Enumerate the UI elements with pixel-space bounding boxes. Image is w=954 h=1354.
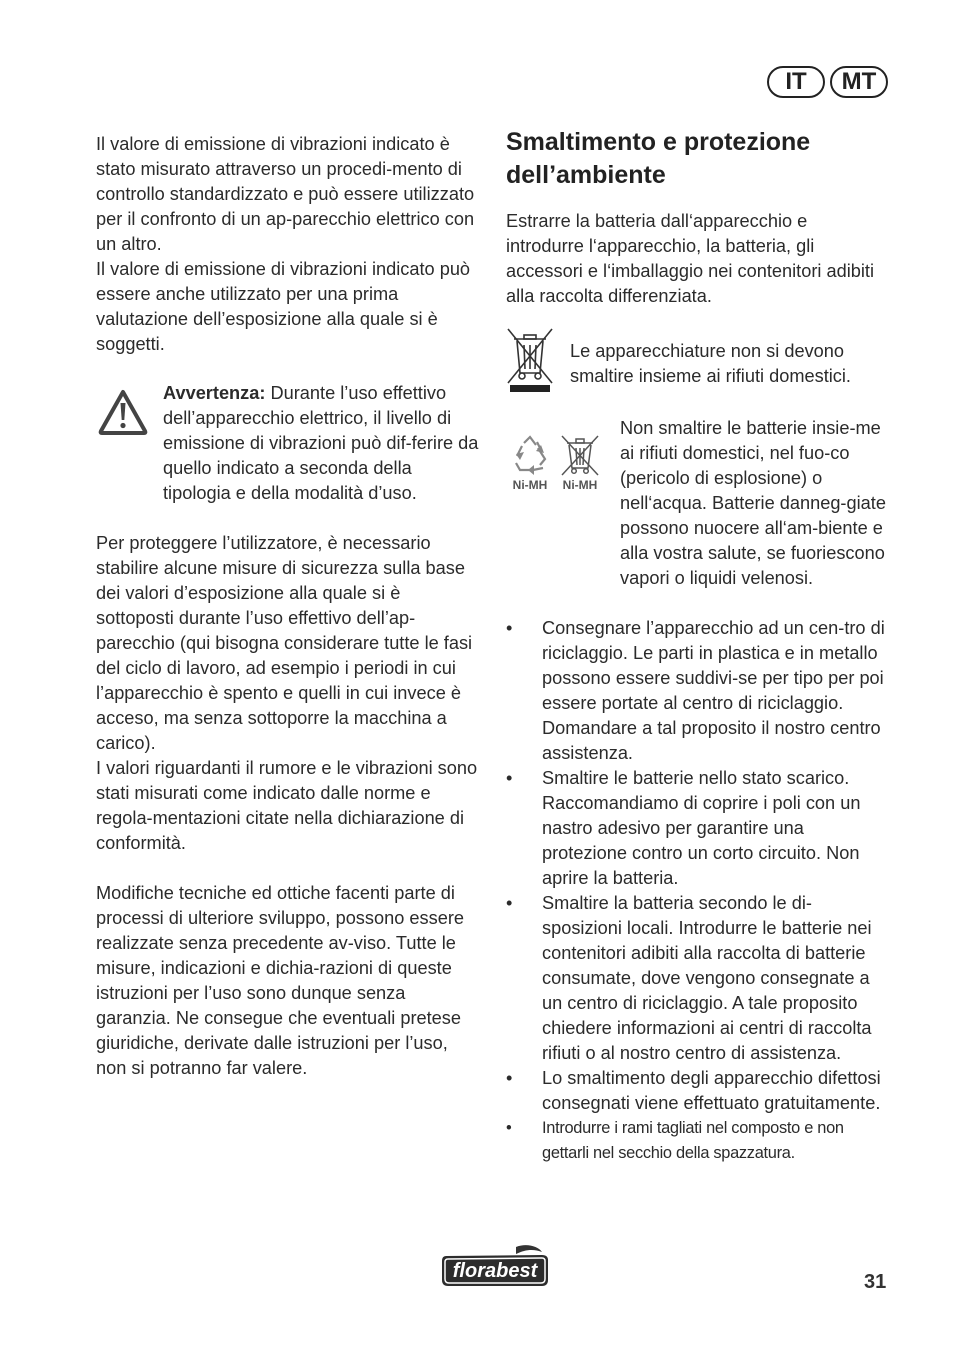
- bullet: •: [506, 618, 513, 638]
- nimh-label-1: Ni-MH: [512, 478, 548, 492]
- battery-symbols: [506, 416, 606, 591]
- list-item: [506, 1066, 890, 1116]
- vibration-paragraph-1: Il valore di emissione di vibrazioni indicato è stato misurato attraverso un procedi-mento di controllo standardizzato e può essere utilizzato per il confronto di un ap-parecchio elettrico con un altro.: [96, 134, 475, 254]
- battery-bin-symbol: [556, 434, 604, 591]
- warning-body: Durante l’uso effettivo dell’apparecchio elettrico, il livello di emissione di vibrazioni può dif-ferire da quello indicato a seconda della tipologia e della modalità d’uso.: [163, 383, 479, 503]
- left-column: [96, 132, 482, 1081]
- nimh-label-2: Ni-MH: [562, 478, 598, 492]
- bullet: •: [506, 1068, 513, 1088]
- warning-triangle-icon: [98, 381, 148, 506]
- weee-text: Le apparecchiature non si devono smaltire insieme ai rifiuti domestici.: [570, 341, 851, 386]
- disposal-list: [506, 616, 890, 1166]
- list-item: [506, 766, 890, 891]
- recycle-icon: [507, 434, 553, 476]
- list-item-text: Introdurre i rami tagliati nel composto e non gettarli nel secchio della spazzatura.: [542, 1119, 844, 1162]
- battery-text: Non smaltire le batterie insie-me ai rifiuti domestici, nel fuo-co (pericolo di esplosione) o nell‘acqua. Batterie danneg-giate possono nuocere all‘am-biente e alla vostra salute, se fuoriescono vapori o liquidi velenosi.: [620, 418, 886, 588]
- crossed-out-bin-small-icon: [557, 434, 603, 476]
- warning-label: Avvertenza:: [163, 383, 266, 403]
- list-item: [506, 1116, 890, 1166]
- vibration-paragraph-2: Il valore di emissione di vibrazioni indicato può essere anche utilizzato per una prima valutazione dell’esposizione alla quale si è soggetti.: [96, 259, 471, 354]
- language-badge-it: [767, 66, 825, 98]
- list-item: [506, 616, 890, 766]
- list-item-text: Lo smaltimento degli apparecchio difettosi consegnati viene effettuato gratuitamente.: [542, 1068, 881, 1113]
- bullet: •: [506, 1119, 512, 1137]
- warning-block: [96, 381, 482, 506]
- list-item-text: Smaltire le batterie nello stato scarico. Raccomandiamo di coprire i poli con un nastro adesivo per garantire una protezione contro un corto circuito. Non aprire la batteria.: [542, 768, 861, 888]
- right-column: [506, 126, 890, 1166]
- bullet: •: [506, 893, 513, 913]
- protection-paragraph: Per proteggere l’utilizzatore, è necessario stabilire alcune misure di sicurezza sulla base dei valori d’esposizione alla quale si è sottoposti durante l’uso effettivo dell’ap-parecchio (qui bisogna considerare tutte le fasi del ciclo di lavoro, ad esempio i periodi in cui l’apparecchio è spento e quelli in cui invece è acceso, ma senza sottoporre la macchina a carico).: [96, 533, 473, 753]
- florabest-logo: [438, 1244, 552, 1290]
- recycling-symbol: [506, 434, 554, 591]
- page-number: 31: [864, 1271, 887, 1293]
- section-heading: Smaltimento e protezione dell’ambiente: [506, 128, 811, 189]
- brand-text: florabest: [452, 1260, 538, 1282]
- language-badge-it-label: IT: [785, 68, 807, 95]
- weee-notice: [506, 327, 890, 402]
- warning-text: [163, 381, 482, 506]
- language-badge-mt: [830, 66, 888, 98]
- modifications-paragraph: Modifiche tecniche ed ottiche facenti parte di processi di ulteriore sviluppo, possono essere realizzate senza precedente av-viso. Tutte le misure, indicazioni e dichia-razioni di queste istruzioni per l’uso sono dunque senza garanzia. Ne consegue che eventuali pretese giuridiche, derivate dalle istruzioni per l’uso, non si potranno far valere.: [96, 883, 464, 1078]
- noise-paragraph: I valori riguardanti il rumore e le vibrazioni sono stati misurati come indicato dalle norme e regola-mentazioni citate nella dichiarazione di conformità.: [96, 758, 478, 853]
- list-item: [506, 891, 890, 1066]
- list-item-text: Consegnare l’apparecchio ad un cen-tro di riciclaggio. Le parti in plastica e in metallo possono essere suddivi-se per tipo per poi essere portate al centro di riciclaggio. Domandare a tal proposito il nostro centro assistenza.: [542, 618, 885, 763]
- language-badge-mt-label: MT: [841, 68, 877, 95]
- battery-notice: [506, 416, 890, 591]
- list-item-text: Smaltire la batteria secondo le di-sposizioni locali. Introdurre le batterie nei contenitori adibiti alla raccolta di batterie consumate, dove vengono consegnate a un centro di riciclaggio. A tale proposito chiedere informazioni ai centri di raccolta rifiuti o al nostro centro di assistenza.: [542, 893, 872, 1063]
- disposal-intro: Estrarre la batteria dall‘apparecchio e introdurre l‘apparecchio, la batteria, gli accessori e l‘imballaggio nei contenitori adibiti alla raccolta differenziata.: [506, 211, 874, 306]
- crossed-out-bin-icon: [506, 327, 554, 402]
- bullet: •: [506, 768, 513, 788]
